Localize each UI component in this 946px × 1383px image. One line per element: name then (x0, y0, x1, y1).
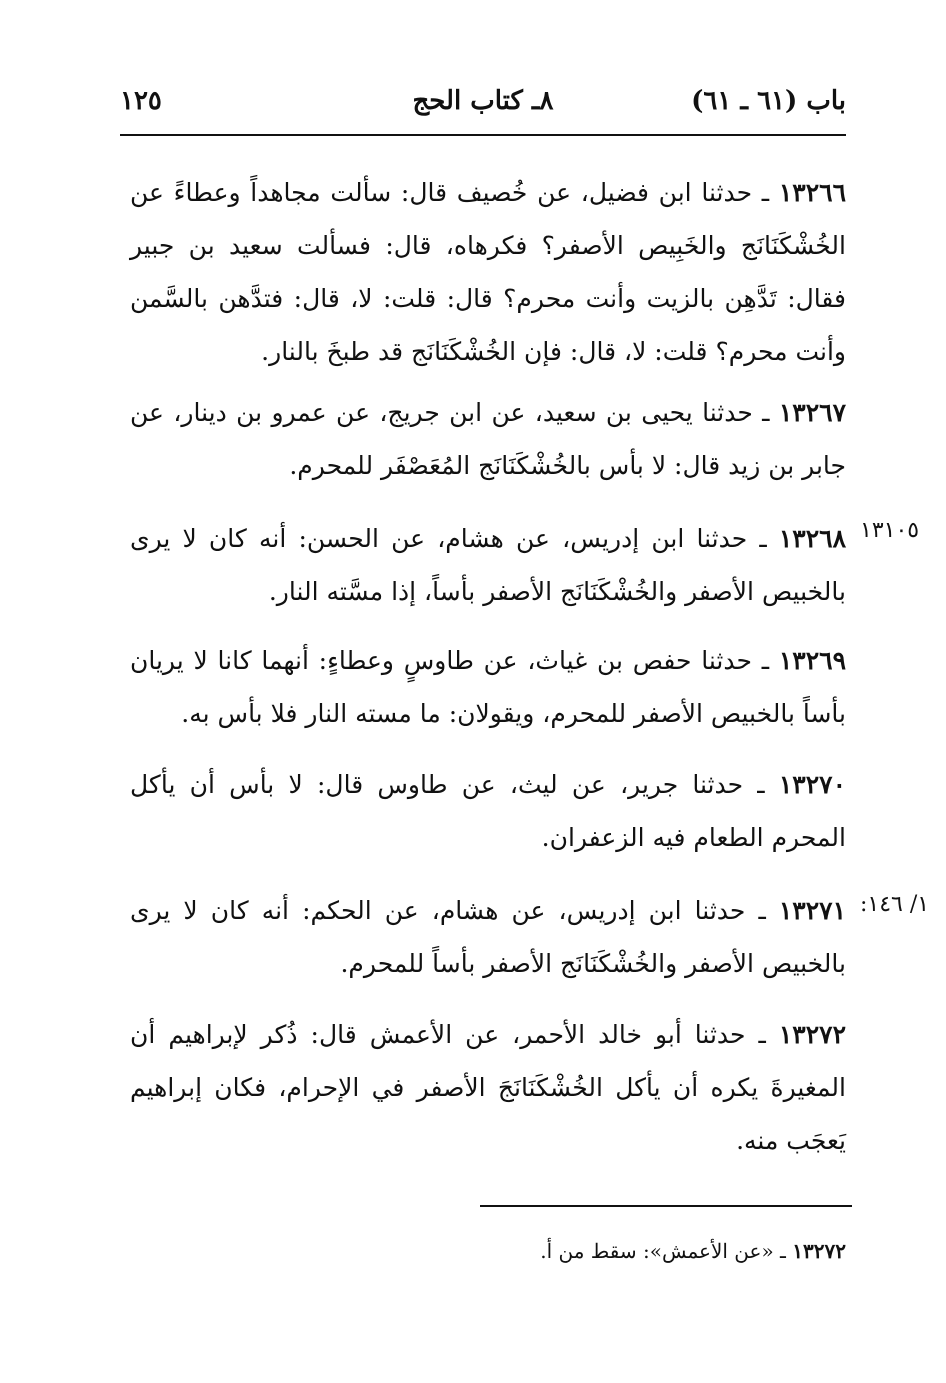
book-title: ٨ـ كتاب الحج (412, 86, 554, 116)
header-rule (120, 134, 846, 136)
hadith-entry (130, 386, 846, 492)
hadith-text: ـ حدثنا أبو خالد الأحمر، عن الأعمش قال: ذُكر لإبراهيم أن المغيرةَ يكره أن يأكل الخُشْكَنَانَجَ الأصفر في الإحرام، فكان إبراهيم يَعجَب منه. (130, 1020, 846, 1155)
hadith-text: ـ حدثنا ابن إدريس، عن هشام، عن الحسن: أنه كان لا يرى بالخبيص الأصفر والخُشْكَنَانَج الأصفر بأساً، إذا مسَّته النار. (130, 524, 846, 606)
hadith-text: ـ حدثنا ابن إدريس، عن هشام، عن الحكم: أنه كان لا يرى بالخبيص الأصفر والخُشْكَنَانَج الأصفر بأساً للمحرم. (130, 896, 846, 978)
hadith-entry (130, 634, 846, 740)
hadith-number: ١٣٢٧١ (778, 896, 846, 925)
hadith-text: ـ حدثنا جرير، عن ليث، عن طاوس قال: لا بأس أن يأكل المحرم الطعام فيه الزعفران. (130, 770, 846, 852)
hadith-entry (130, 166, 846, 378)
footnote-text: ـ «عن الأعمش»: سقط من أ. (540, 1239, 793, 1263)
hadith-entry (130, 884, 846, 990)
hadith-entry (130, 512, 846, 618)
hadith-number: ١٣٢٦٧ (778, 398, 846, 427)
footnote-rule (480, 1205, 852, 1207)
hadith-entry (130, 1008, 846, 1167)
chapter-heading: باب (٦١ ـ ٦١) (691, 86, 846, 116)
margin-reference: ١٣١٠٥ (860, 518, 920, 543)
hadith-number: ١٣٢٦٩ (778, 646, 846, 675)
hadith-number: ١٣٢٦٦ (778, 178, 846, 207)
hadith-entry (130, 758, 846, 864)
footnote (300, 1236, 846, 1266)
hadith-text: ـ حدثنا حفص بن غياث، عن طاوسٍ وعطاءٍ: أنهما كانا لا يريان بأساً بالخبيص الأصفر للمحرم، ويقولان: ما مسته النار فلا بأس به. (130, 646, 846, 728)
page-number: ١٢٥ (120, 86, 162, 116)
hadith-number: ١٣٢٦٨ (778, 524, 846, 553)
hadith-text: ـ حدثنا ابن فضيل، عن خُصيف قال: سألت مجاهداً وعطاءً عن الخُشْكَنَانَج والخَبِيص الأصفر؟ فكرهاه، قال: فسألت سعيد بن جبير فقال: تَدَّهِن بالزيت وأنت محرم؟ قال: قلت: لا، قال: فتدَّهن بالسَّمن وأنت محرم؟ قلت: لا، قال: فإن الخُشْكَنَانَج قد طبخَ بالنار. (130, 178, 846, 366)
hadith-number: ١٣٢٧٢ (778, 1020, 846, 1049)
footnote-number: ١٣٢٧٢ (792, 1239, 846, 1263)
hadith-text: ـ حدثنا يحيى بن سعيد، عن ابن جريج، عن عمرو بن دينار، عن جابر بن زيد قال: لا بأس بالخُشْكَنَانَج المُعَصْفَر للمحرم. (130, 398, 846, 480)
hadith-number: ١٣٢٧٠ (778, 770, 846, 799)
margin-reference: ١/ ١٤٦: (860, 892, 930, 917)
page-header (120, 86, 846, 122)
